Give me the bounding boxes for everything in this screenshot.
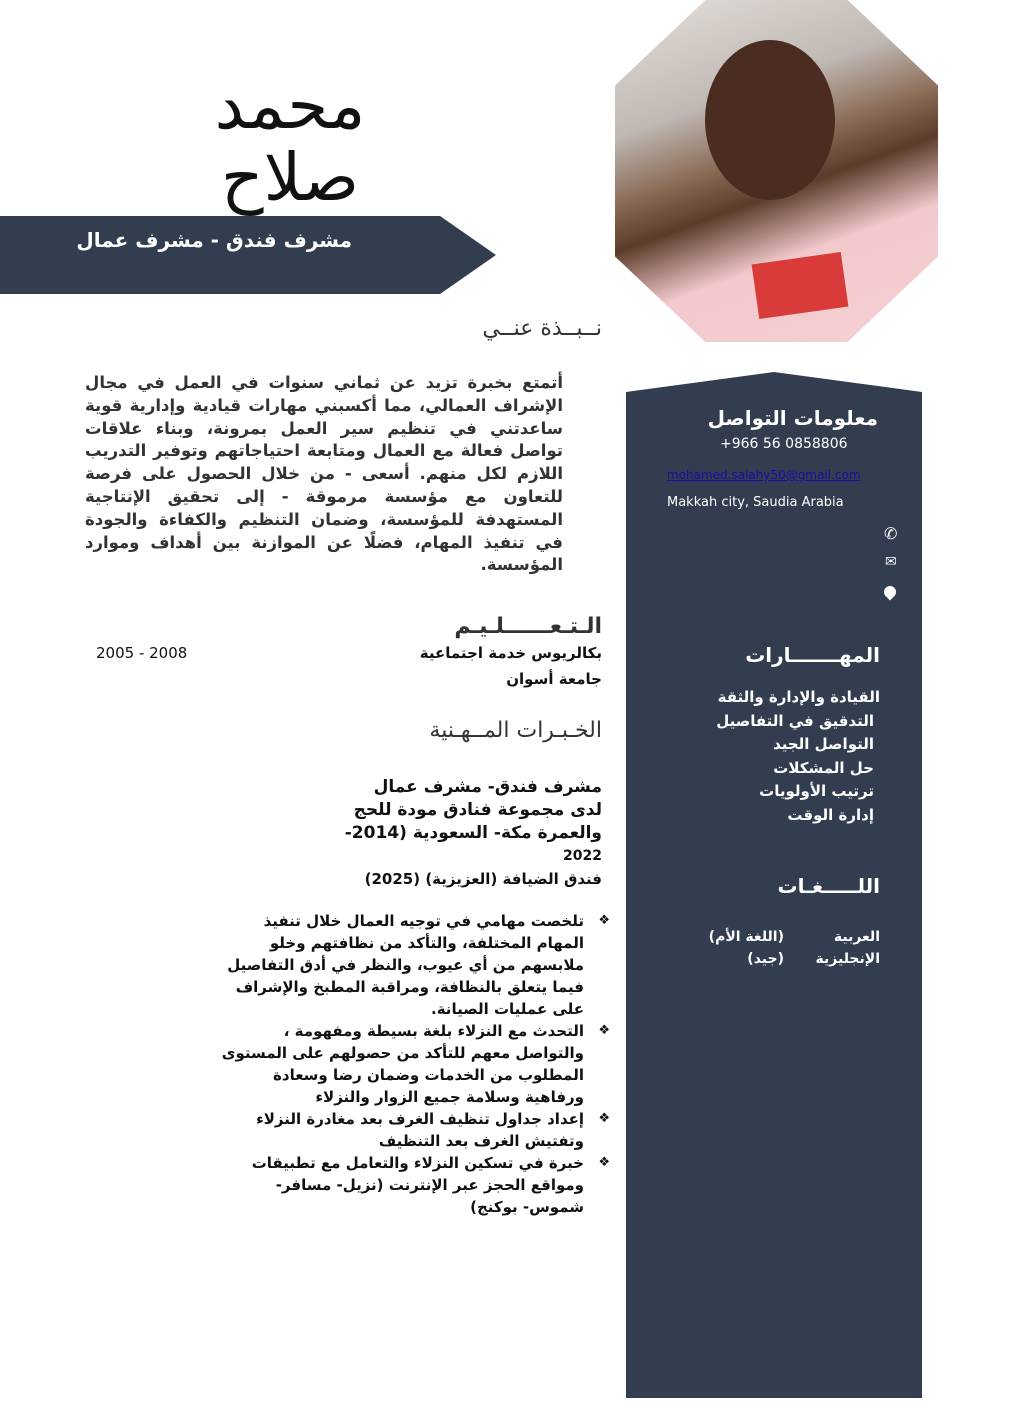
list-item [215, 910, 610, 1020]
experience-title [300, 776, 602, 891]
languages-list [700, 926, 880, 970]
list-item [215, 1020, 610, 1108]
skill-item: ترتيب الأولويات [759, 782, 874, 800]
about-text: أتمتع بخبرة تزيد عن ثماني سنوات في العمل في مجال الإشراف العمالي، مما أكسبني مهارات قيادية وإدارية قوية ساعدتني في تنظيم سير العمل بمرونة، وبناء علاقات تواصل فعالة مع العمال ومتابعة احتياجاتهم وتوفير التدريب اللازم لكل منهم. أسعى - من خلال الحصول على فرصة للتعاون مع مؤسسة مرموقة - إلى تحقيق الإنتاجية المستهدفة للمؤسسة، وضمان التنظيم والكفاءة والجودة في تنفيذ المهام، فضلًا عن الموازنة بين أهداف وموارد المؤسسة. [85, 373, 563, 575]
education-heading: الـتـعــــــلـيـم [454, 614, 602, 639]
bullet-text: تلخصت مهامي في توجيه العمال خلال تنفيذ المهام المختلفة، والتأكد من نظافتهم وخلو ملابسهم من أي عيوب، والنظر في أدق التفاصيل فيما يتعلق بالنظافة، ومراقبة المطبخ والإشراف على عمليات الصيانة. [227, 912, 584, 1018]
contact-phone: +966 56 0858806 [720, 436, 848, 452]
bullet-text: إعداد جداول تنظيف الغرف بعد مغادرة النزلاء وتفتيش الغرف بعد التنظيف [256, 1110, 584, 1150]
job-title: مشرف فندق - مشرف عمال [76, 228, 352, 252]
experience-heading: الخـبـرات المــهـنية [429, 718, 602, 743]
bullet-icon: ❖ [598, 1023, 610, 1038]
language-name: الإنجليزية [815, 951, 880, 967]
last-name: صلاح [220, 139, 360, 216]
contact-heading: معلومات التواصل [707, 406, 878, 430]
exp-line: 2022 [563, 848, 602, 864]
education-university: جامعة أسوان [506, 670, 602, 688]
bullet-text: التحدث مع النزلاء بلغة بسيطة ومفهومة ، والتواصل معهم للتأكد من حصولهم على المستوى المطلوب من الخدمات وضمان رضا وسعادة ورفاهية وسلامة جميع الزوار والنزلاء [221, 1022, 584, 1106]
profile-photo [615, 0, 938, 342]
envelope-icon: ✉ [885, 554, 897, 570]
about-heading: نــبــذة عنــي [482, 316, 602, 341]
exp-line: والعمرة مكة- السعودية (2014- [344, 823, 602, 843]
exp-line: فندق الضيافة (العزيزية) (2025) [364, 870, 602, 888]
skill-item: التدقيق في التفاصيل [716, 711, 874, 730]
bullet-icon: ❖ [598, 1111, 610, 1126]
education-degree: بكالريوس خدمة اجتماعية [419, 644, 602, 662]
languages-heading: اللـــــغـات [777, 874, 880, 898]
first-name: محمد [214, 67, 366, 144]
exp-line: لدى مجموعة فنادق مودة للحج [353, 800, 602, 820]
skills-heading: المهـــــــارات [745, 643, 880, 667]
language-name: العربية [833, 929, 880, 945]
bullet-icon: ❖ [598, 913, 610, 928]
language-level: (اللغة الأم) [708, 929, 784, 945]
contact-address: Makkah city, Saudia Arabia [667, 495, 844, 510]
bullet-text: خبرة في تسكين النزلاء والتعامل مع تطبيقات ومواقع الحجز عبر الإنترنت (نزيل- مسافر- شموس- بوكنج) [251, 1154, 584, 1216]
language-level: (جيد) [747, 951, 784, 967]
exp-line: مشرف فندق- مشرف عمال [373, 777, 602, 797]
phone-icon: ✆ [884, 524, 898, 543]
experience-bullets [215, 910, 610, 1218]
language-item [700, 948, 880, 970]
skills-list [640, 686, 880, 827]
skill-item: حل المشكلات [773, 758, 874, 777]
bullet-icon: ❖ [598, 1155, 610, 1170]
name [180, 67, 400, 216]
skill-item: التواصل الجيد [773, 735, 874, 753]
contact-email-link[interactable]: mohamed.salahy50@gmail.com [667, 468, 861, 482]
list-item [215, 1152, 610, 1218]
language-item [700, 926, 880, 948]
education-years: 2005 - 2008 [96, 644, 188, 662]
skill-item: إدارة الوقت [787, 805, 874, 824]
skill-item: القيادة والإدارة والثقة [717, 688, 880, 706]
list-item [215, 1108, 610, 1152]
